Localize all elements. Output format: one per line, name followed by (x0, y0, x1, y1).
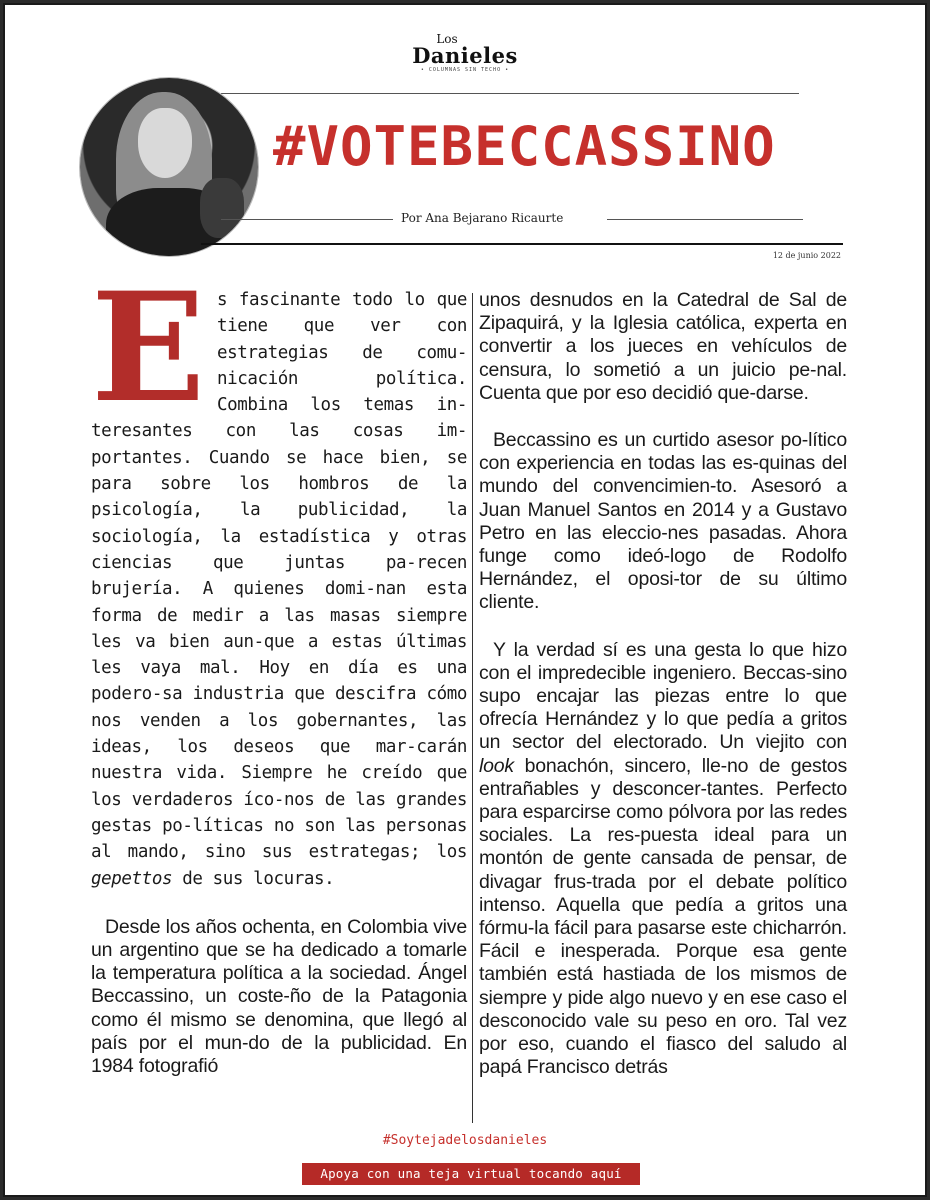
article-title: #VOTEBECCASSINO (273, 115, 776, 178)
masthead-logo (5, 33, 925, 73)
intro-paragraph: Es fascinante todo lo que tiene que ver con estrategias de comu-nicación política. Combina los temas in-teresantes con las cosas im-portantes. Cuando se hace bien, se para sobre los hombros de la psicología, la publicidad, la sociología, la estadística y otras ciencias que juntas pa-recen brujería. A quienes domi-nan esta forma de medir a las masas siempre les va bien aun-que a estas últimas les vaya mal. Hoy en día es una podero-sa industria que descifra cómo nos venden a los gobernantes, las ideas, los deseos que mar-carán nuestra vida. Siempre he creído que los verdaderos íco-nos de las grandes gestas po-líticas no son las personas al mando, sino sus estrategas; los gepettos de sus locuras. (91, 260, 467, 889)
hashtag-link[interactable]: #Soytejadelosdanieles (382, 1133, 548, 1148)
logo-tagline: • COLUMNAS SIN TECHO • (420, 67, 510, 73)
microphone-shape (200, 178, 244, 238)
header-bottom-rule (201, 243, 843, 245)
left-column (91, 260, 467, 1078)
support-button[interactable]: Apoya con una teja virtual tocando aquí (302, 1163, 640, 1185)
body-paragraph: Y la verdad sí es una gesta lo que hizo con el impredecible ingeniero. Beccas-sino supo encajar las piezas entre lo que ofrecía Hernández y lo que pedía a gritos un sector del electorado. Un viejito con look bonachón, sincero, lle-no de gestos entrañables y desconcer-tantes. Perfecto para esparcirse como pólvora por las redes sociales. La res-puesta ideal para un montón de gente cansada de pensar, de divagar frus-trada por el debate político intenso. Aquella que pedía a gritos una fórmu-la fácil para pasarse este chicharrón. Fácil e inesperada. Porque esa gente también está hastiada de los mismos de siempre y pide algo nuevo y en ese caso el desconocido vale su peso en oro. Tal vez por eso, cuando el fiasco del saludo al papá Francisco detrás (479, 638, 847, 1079)
column-page (3, 3, 927, 1197)
author-photo (80, 78, 258, 256)
column-divider (472, 293, 473, 1123)
publish-date: 12 de junio 2022 (772, 251, 841, 260)
body-paragraph: unos desnudos en la Catedral de Sal de Zipaquirá, y la Iglesia católica, experta en convertir a los jueces en vehículos de censura, lo sometió a un juicio pe-nal. Cuenta que por eso decidió que-darse. (479, 289, 847, 404)
right-column (479, 289, 847, 1080)
logo-name: Danieles (412, 43, 518, 68)
body-paragraph: Desde los años ochenta, en Colombia vive un argentino que se ha dedicado a tomarle la temperatura política a la sociedad. Ángel Beccassino, un coste-ño de la Patagonia como él mismo se denomina, que llegó al país por el mun-do de la publicidad. En 1984 fotografió (91, 915, 467, 1078)
body-paragraph: Beccassino es un curtido asesor po-lítico con experiencia en todas las es-quinas del mundo del convencimien-to. Asesoró a Juan Manuel Santos en 2014 y a Gustavo Petro en las eleccio-nes pasadas. Ahora funge como ideó-logo de Rodolfo Hernández, el oposi-tor de su último cliente. (479, 429, 847, 614)
logo-small-text: Los (436, 32, 458, 46)
drop-cap: E (91, 260, 205, 436)
header-top-rule (221, 93, 799, 94)
byline-row (221, 211, 803, 227)
author-byline: Por Ana Bejarano Ricaurte (401, 211, 564, 225)
